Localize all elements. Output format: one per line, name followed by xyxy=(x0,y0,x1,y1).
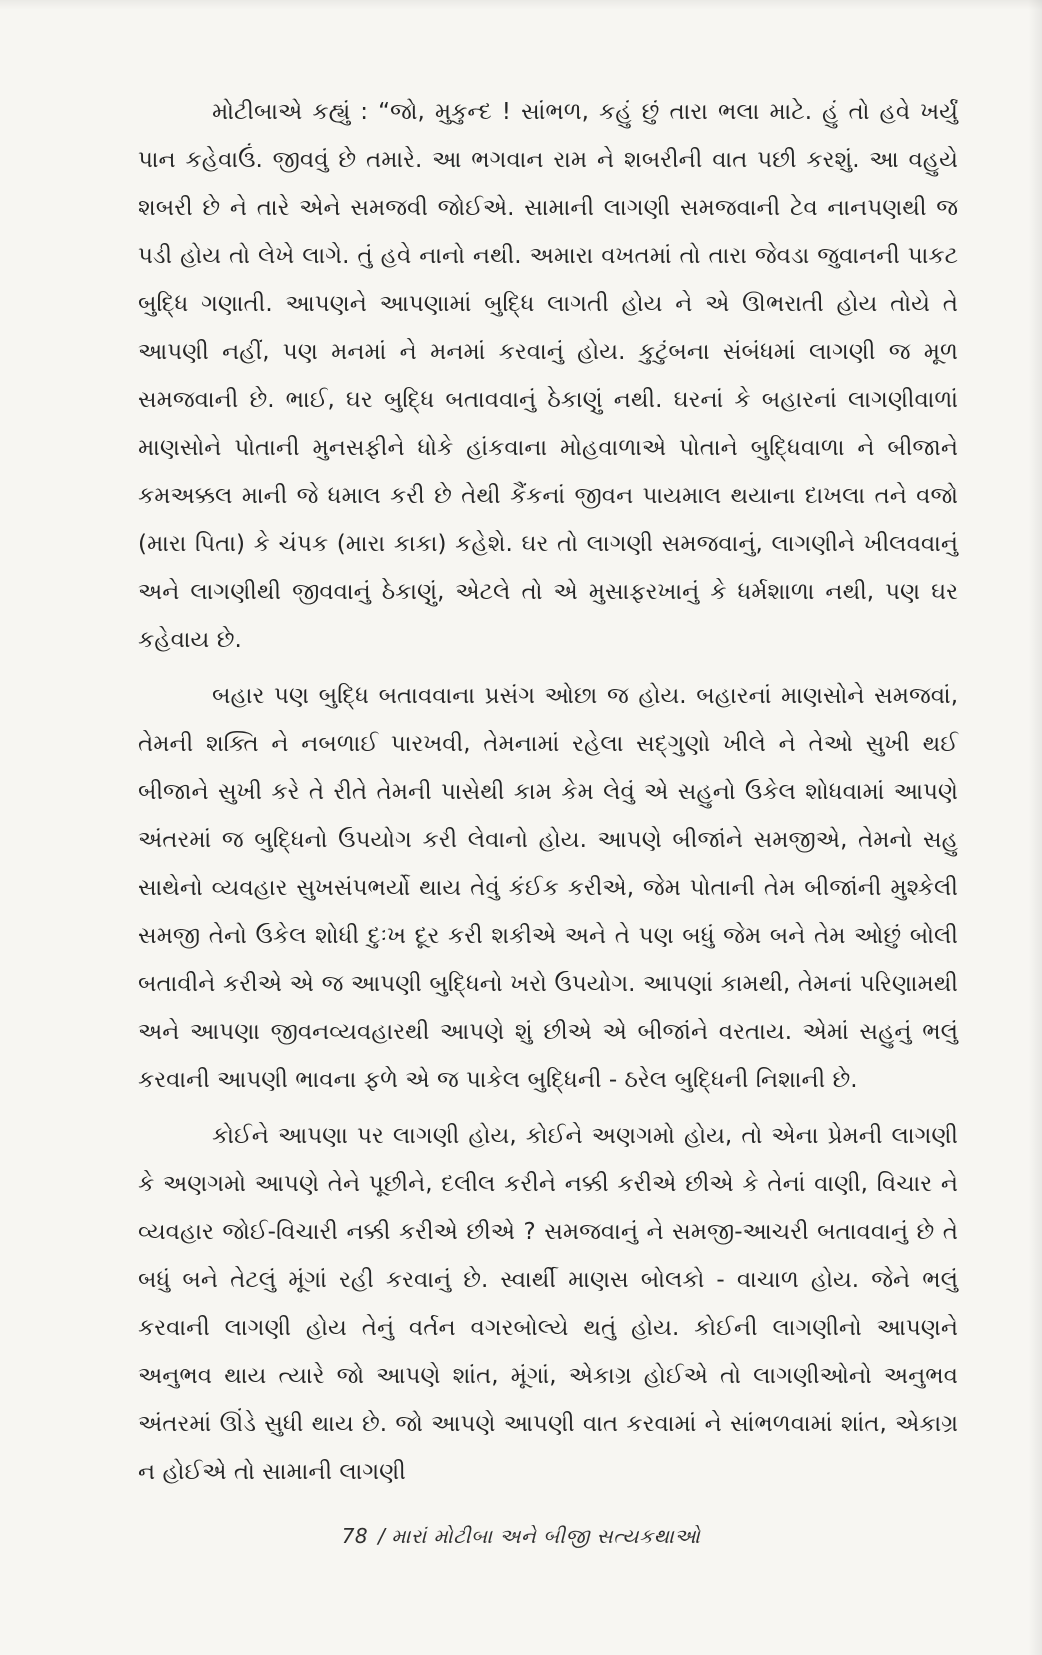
page-number: 78 xyxy=(341,1524,369,1548)
page-top-shadow xyxy=(0,0,1042,10)
book-title: મારાં મોટીબા અને બીજી સત્યકથાઓ xyxy=(391,1524,701,1548)
paragraph-2: બહાર પણ બુદ્ધિ બતાવવાના પ્રસંગ ઓછા જ હોય. બહારનાં માણસોને સમજવાં, તેમની શક્તિ ને નબળાઈ પારખવી, તેમનામાં રહેલા સદ્ગુણો ખીલે ને તેઓ સુખી થઈ બીજાને સુખી કરે તે રીતે તેમની પાસેથી કામ કેમ લેવું એ સહુનો ઉકેલ શોધવામાં આપણે અંતરમાં જ બુદ્ધિનો ઉપયોગ કરી લેવાનો હોય. આપણે બીજાંને સમજીએ, તેમનો સહુ સાથેનો વ્યવહાર સુખસંપભર્યો થાય તેવું કંઈક કરીએ, જેમ પોતાની તેમ બીજાંની મુશ્કેલી સમજી તેનો ઉકેલ શોધી દુઃખ દૂર કરી શકીએ અને તે પણ બધું જેમ બને તેમ ઓછું બોલી બતાવીને કરીએ એ જ આપણી બુદ્ધિનો ખરો ઉપયોગ. આપણાં કામથી, તેમનાં પરિણામથી અને આપણા જીવનવ્યવહારથી આપણે શું છીએ એ બીજાંને વરતાય. એમાં સહુનું ભલું કરવાની આપણી ભાવના ફળે એ જ પાકેલ બુદ્ધિની - ઠરેલ બુદ્ધિની નિશાની છે. xyxy=(138,683,958,1093)
footer-separator: / xyxy=(378,1524,386,1548)
paragraph-1: મોટીબાએ કહ્યું : “જો, મુકુન્દ ! સાંભળ, કહું છું તારા ભલા માટે. હું તો હવે ખર્યું પાન કહેવાઉં. જીવવું છે તમારે. આ ભગવાન રામ ને શબરીની વાત પછી કરશું. આ વહુયે શબરી છે ને તારે એને સમજવી જોઈએ. સામાની લાગણી સમજવાની ટેવ નાનપણથી જ પડી હોય તો લેખે લાગે. તું હવે નાનો નથી. અમારા વખતમાં તો તારા જેવડા જુવાનની પાકટ બુદ્ધિ ગણાતી. આપણને આપણામાં બુદ્ધિ લાગતી હોય ને એ ઊભરાતી હોય તોયે તે આપણી નહીં, પણ મનમાં ને મનમાં કરવાનું હોય. કુટુંબના સંબંધમાં લાગણી જ મૂળ સમજવાની છે. ભાઈ, ઘર બુદ્ધિ બતાવવાનું ઠેકાણું નથી. ઘરનાં કે બહારનાં લાગણીવાળાં માણસોને પોતાની મુનસફીને ધોકે હાંકવાના મોહવાળાએ પોતાને બુદ્ધિવાળા ને બીજાને કમઅક્કલ માની જે ધમાલ કરી છે તેથી કૈંકનાં જીવન પાયમાલ થયાના દાખલા તને વજો (મારા પિતા) કે ચંપક (મારા કાકા) કહેશે. ઘર તો લાગણી સમજવાનું, લાગણીને ખીલવવાનું અને લાગણીથી જીવવાનું ઠેકાણું, એટલે તો એ મુસાફરખાનું કે ધર્મશાળા નથી, પણ ઘર કહેવાય છે. xyxy=(138,99,958,653)
body-text xyxy=(138,88,958,1496)
paragraph-3: કોઈને આપણા પર લાગણી હોય, કોઈને અણગમો હોય, તો એના પ્રેમની લાગણી કે અણગમો આપણે તેને પૂછીને, દલીલ કરીને નક્કી કરીએ છીએ કે તેનાં વાણી, વિચાર ને વ્યવહાર જોઈ-વિચારી નક્કી કરીએ છીએ ? સમજવાનું ને સમજી-આચરી બતાવવાનું છે તે બધું બને તેટલું મૂંગાં રહી કરવાનું છે. સ્વાર્થી માણસ બોલકો - વાચાળ હોય. જેને ભલું કરવાની લાગણી હોય તેનું વર્તન વગરબોલ્યે થતું હોય. કોઈની લાગણીનો આપણને અનુભવ થાય ત્યારે જો આપણે શાંત, મૂંગાં, એકાગ્ર હોઈએ તો લાગણીઓનો અનુભવ અંતરમાં ઊંડે સુધી થાય છે. જો આપણે આપણી વાત કરવામાં ને સાંભળવામાં શાંત, એકાગ્ર ન હોઈએ તો સામાની લાગણી xyxy=(138,1123,958,1485)
page-edge-shadow xyxy=(1028,0,1042,1655)
page-footer xyxy=(0,1524,1042,1548)
